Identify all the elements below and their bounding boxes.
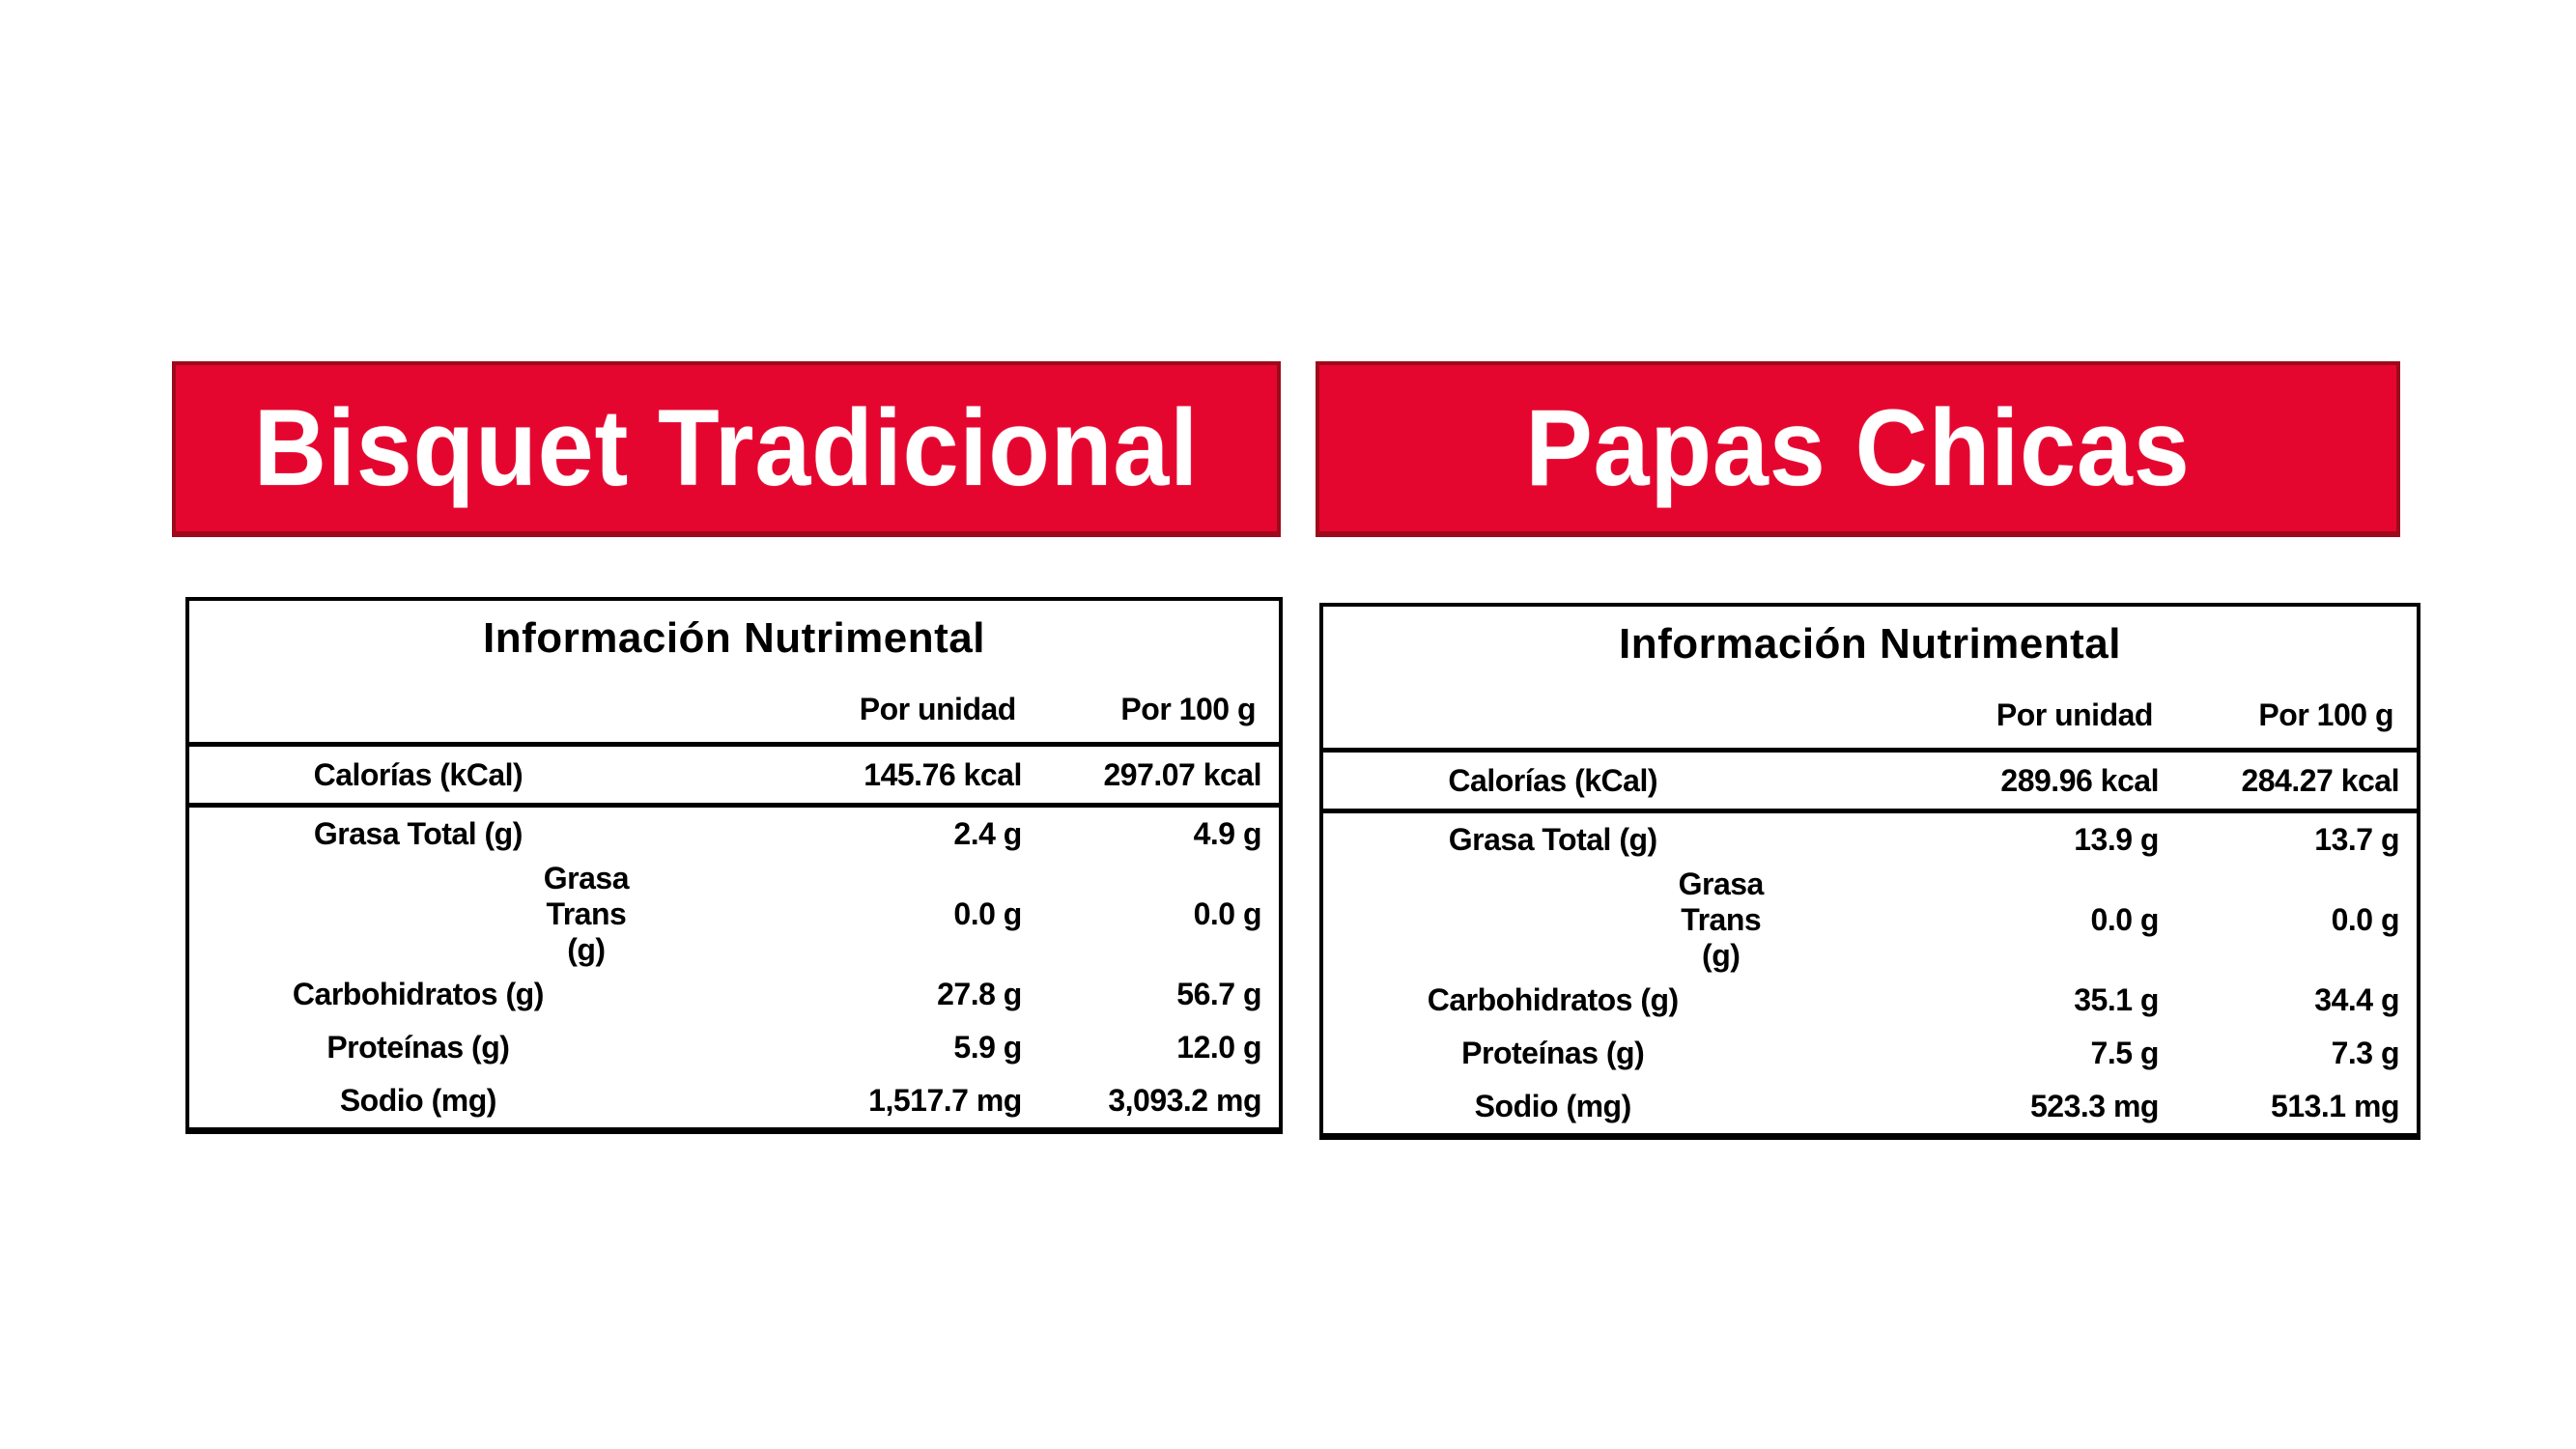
table-row-carbohydrates (1323, 974, 2417, 1027)
column-header-per-100g: Por 100 g (2258, 696, 2393, 732)
nutrient-label: Grasa Total (g) (313, 816, 523, 851)
product-banner-papas (1316, 361, 2400, 537)
table-row-total-fat (1323, 813, 2417, 867)
per-unit-value: 2.4 g (953, 816, 1022, 851)
per-100g-value: 297.07 kcal (1103, 756, 1261, 792)
table-row-calories (189, 747, 1279, 803)
column-header-per-unit: Por unidad (859, 691, 1016, 726)
per-unit-value: 27.8 g (937, 977, 1022, 1011)
per-unit-value: 5.9 g (953, 1030, 1022, 1065)
per-100g-value: 4.9 g (1193, 816, 1261, 851)
per-100g-value: 3,093.2 mg (1108, 1083, 1261, 1118)
per-100g-value: 0.0 g (2331, 902, 2399, 937)
table-row-proteins (189, 1021, 1279, 1074)
column-header-per-unit: Por unidad (1996, 696, 2153, 732)
per-100g-value: 34.4 g (2314, 982, 2399, 1017)
nutrient-label: Proteínas (g) (1461, 1036, 1645, 1070)
per-unit-value: 35.1 g (2074, 982, 2159, 1017)
nutrient-label: Calorías (kCal) (1448, 762, 1657, 798)
per-unit-value: 0.0 g (953, 896, 1022, 931)
nutrient-label: Carbohidratos (g) (292, 977, 544, 1011)
per-unit-value: 289.96 kcal (2000, 762, 2159, 798)
table-title: Información Nutrimental (483, 614, 985, 662)
nutrient-label: Grasa Trans (g) (1678, 867, 1764, 973)
per-100g-value: 513.1 mg (2271, 1089, 2399, 1123)
per-unit-value: 145.76 kcal (863, 756, 1022, 792)
per-100g-value: 56.7 g (1176, 977, 1261, 1011)
per-unit-value: 7.5 g (2090, 1036, 2159, 1070)
table-row-proteins (1323, 1027, 2417, 1080)
per-100g-value: 284.27 kcal (2241, 762, 2399, 798)
per-100g-value: 7.3 g (2331, 1036, 2399, 1070)
column-header-per-100g: Por 100 g (1120, 691, 1256, 726)
column-header-row (189, 676, 1279, 742)
table-title: Información Nutrimental (1619, 620, 2121, 668)
nutrition-table-bisquet (185, 597, 1283, 1134)
nutrient-label: Sodio (mg) (1474, 1089, 1631, 1123)
nutrient-label: Grasa Total (g) (1448, 822, 1657, 857)
per-100g-value: 12.0 g (1176, 1030, 1261, 1065)
product-name: Papas Chicas (1525, 386, 2191, 509)
per-unit-value: 13.9 g (2074, 822, 2159, 857)
table-row-sodium (1323, 1080, 2417, 1133)
column-header-row (1323, 682, 2417, 748)
per-unit-value: 1,517.7 mg (868, 1083, 1022, 1118)
table-row-sodium (189, 1074, 1279, 1127)
nutrition-table-papas (1319, 603, 2420, 1140)
nutrient-label: Grasa Trans (g) (543, 861, 629, 967)
table-row-trans-fat (189, 861, 1279, 968)
table-row-calories (1323, 753, 2417, 809)
product-banner-bisquet (172, 361, 1281, 537)
table-row-total-fat (189, 808, 1279, 861)
table-row-trans-fat (1323, 867, 2417, 974)
per-unit-value: 0.0 g (2090, 902, 2159, 937)
nutrient-label: Carbohidratos (g) (1427, 982, 1679, 1017)
nutrient-label: Calorías (kCal) (313, 756, 524, 792)
per-100g-value: 0.0 g (1193, 896, 1261, 931)
per-unit-value: 523.3 mg (2029, 1089, 2159, 1123)
product-name: Bisquet Tradicional (253, 386, 1200, 509)
nutrient-label: Proteínas (g) (326, 1030, 510, 1065)
nutrient-label: Sodio (mg) (339, 1083, 496, 1118)
table-row-carbohydrates (189, 968, 1279, 1021)
per-100g-value: 13.7 g (2314, 822, 2399, 857)
